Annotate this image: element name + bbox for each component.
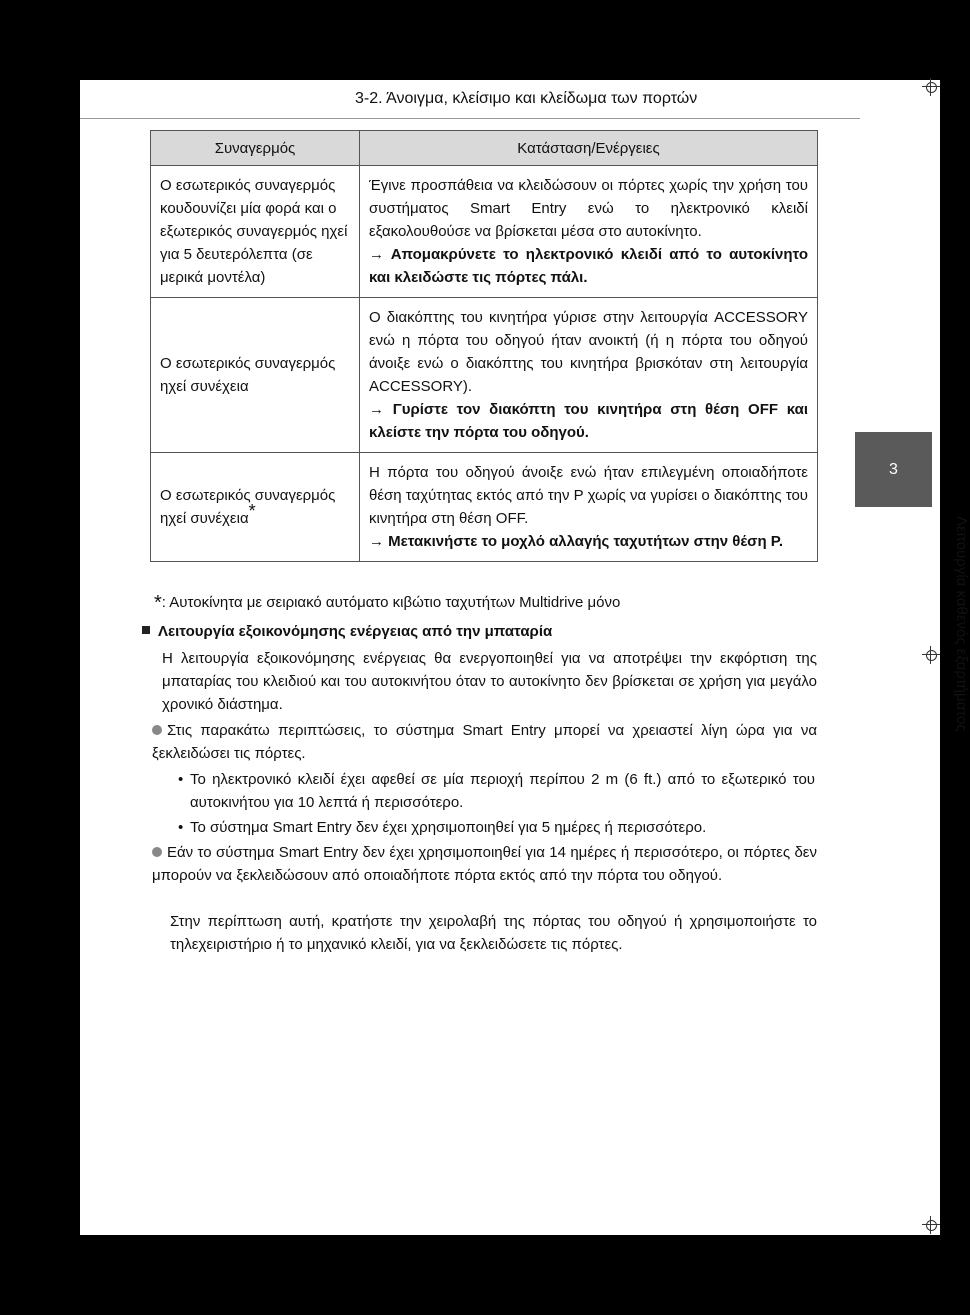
circle-bullet-icon [152, 725, 162, 735]
table-header-row [151, 131, 818, 166]
alarm-cell [151, 453, 360, 562]
sub-item [178, 816, 815, 839]
footnote-text: : Αυτοκίνητα με σειριακό αυτόματο κιβώτιο ταχυτήτων Multidrive μόνο [161, 594, 621, 611]
table-row [151, 453, 818, 562]
table-row [151, 298, 818, 453]
situation-text: Η πόρτα του οδηγού άνοιξε ενώ ήταν επιλεγμένη οποιαδήποτε θέση ταχύτητας εκτός από την P χωρίς να γυρίσει ο διακόπτης του κινητήρα στη θέση OFF. [369, 464, 808, 527]
action-text: → Απομακρύνετε το ηλεκτρονικό κλειδί από το αυτοκίνητο και κλειδώστε τις πόρτες πάλι. [369, 246, 808, 286]
alarm-text: Ο εσωτερικός συναγερμός ηχεί συνέχεια [160, 355, 336, 395]
column-header-situation: Κατάσταση/Ενέργειες [360, 131, 818, 166]
dot-bullet-icon: • [178, 771, 184, 788]
circle-bullet-icon [152, 847, 162, 857]
alarm-text: Ο εσωτερικός συναγερμός ηχεί συνέχεια [160, 487, 336, 527]
manual-page [80, 80, 970, 1235]
section-heading-text: Λειτουργία εξοικονόμησης ενέργειας από την μπαταρία [158, 623, 553, 640]
chapter-label-text: Λειτουργία καθενός εξαρτήματος [953, 516, 970, 732]
alarm-table [150, 130, 818, 562]
page-header-title: 3-2. Άνοιγμα, κλείσιμο και κλείδωμα των πορτών [355, 90, 698, 107]
bullet-item [152, 841, 817, 887]
alarm-cell [151, 166, 360, 298]
situation-text: Έγινε προσπάθεια να κλειδώσουν οι πόρτες χωρίς την χρήση του συστήματος Smart Entry ενώ το ηλεκτρονικό κλειδί εξακολουθούσε να βρίσκεται μέσα στο αυτοκίνητο. [369, 177, 808, 240]
registration-mark-icon [922, 78, 940, 96]
alarm-cell [151, 298, 360, 453]
header-rule [80, 118, 860, 119]
bullet-item [152, 719, 817, 765]
bullet-text: Εάν το σύστημα Smart Entry δεν έχει χρησιμοποιηθεί για 14 ημέρες ή περισσότερο, οι πόρτες δεν μπορούν να ξεκλειδώσουν από οποιαδήποτε πόρτα εκτός από την πόρτα του οδηγού. [152, 844, 817, 884]
situation-cell [360, 166, 818, 298]
footnote-marker: * [248, 501, 256, 521]
registration-mark-icon [922, 1216, 940, 1234]
footnote-star: * [154, 592, 162, 614]
sub-item [178, 768, 815, 814]
sub-item-text: Το σύστημα Smart Entry δεν έχει χρησιμοποιηθεί για 5 ημέρες ή περισσότερο. [190, 819, 707, 836]
alarm-text: Ο εσωτερικός συναγερμός κουδουνίζει μία φορά και ο εξωτερικός συναγερμός ηχεί για 5 δευτερόλεπτα (σε μερικά μοντέλα) [160, 177, 348, 286]
registration-mark-icon [922, 646, 940, 664]
situation-cell [360, 453, 818, 562]
section-heading [142, 623, 552, 640]
sub-item-text: Το ηλεκτρονικό κλειδί έχει αφεθεί σε μία περιοχή περίπου 2 m (6 ft.) από το εξωτερικό του αυτοκινήτου για 10 λεπτά ή περισσότερο. [190, 771, 815, 811]
footnote [154, 592, 620, 615]
dot-bullet-icon: • [178, 819, 184, 836]
chapter-tab[interactable]: 3 [855, 432, 932, 507]
situation-text: Ο διακόπτης του κινητήρα γύρισε στην λειτουργία ACCESSORY ενώ η πόρτα του οδηγού ήταν ανοικτή (ή η πόρτα του οδηγού άνοιξε ενώ ο διακόπτης του κινητήρα βρισκόταν στη λειτουργία ACCESSORY). [369, 309, 808, 395]
bullet-text: Στις παρακάτω περιπτώσεις, το σύστημα Smart Entry μπορεί να χρειαστεί λίγη ώρα για να ξεκλειδώσει τις πόρτες. [152, 722, 817, 762]
square-bullet-icon [142, 626, 150, 634]
action-text: → Γυρίστε τον διακόπτη του κινητήρα στη θέση OFF και κλείστε την πόρτα του οδηγού. [369, 401, 808, 441]
table-row [151, 166, 818, 298]
section-intro: Η λειτουργία εξοικονόμησης ενέργειας θα ενεργοποιηθεί για να αποτρέψει την εκφόρτιση της μπαταρίας του κλειδιού και του αυτοκινήτου όταν το αυτοκίνητο δεν βρίσκεται σε χρήση για μεγάλο χρονικό διάστημα. [162, 650, 817, 713]
bullet-continuation: Στην περίπτωση αυτή, κρατήστε την χειρολαβή της πόρτας του οδηγού ή χρησιμοποιήστε το τηλεχειριστήριο ή το μηχανικό κλειδί, για να ξεκλειδώσετε τις πόρτες. [170, 913, 817, 953]
situation-cell [360, 298, 818, 453]
action-text: → Μετακινήστε το μοχλό αλλαγής ταχυτήτων στην θέση P. [369, 533, 784, 550]
column-header-alarm: Συναγερμός [151, 131, 360, 166]
